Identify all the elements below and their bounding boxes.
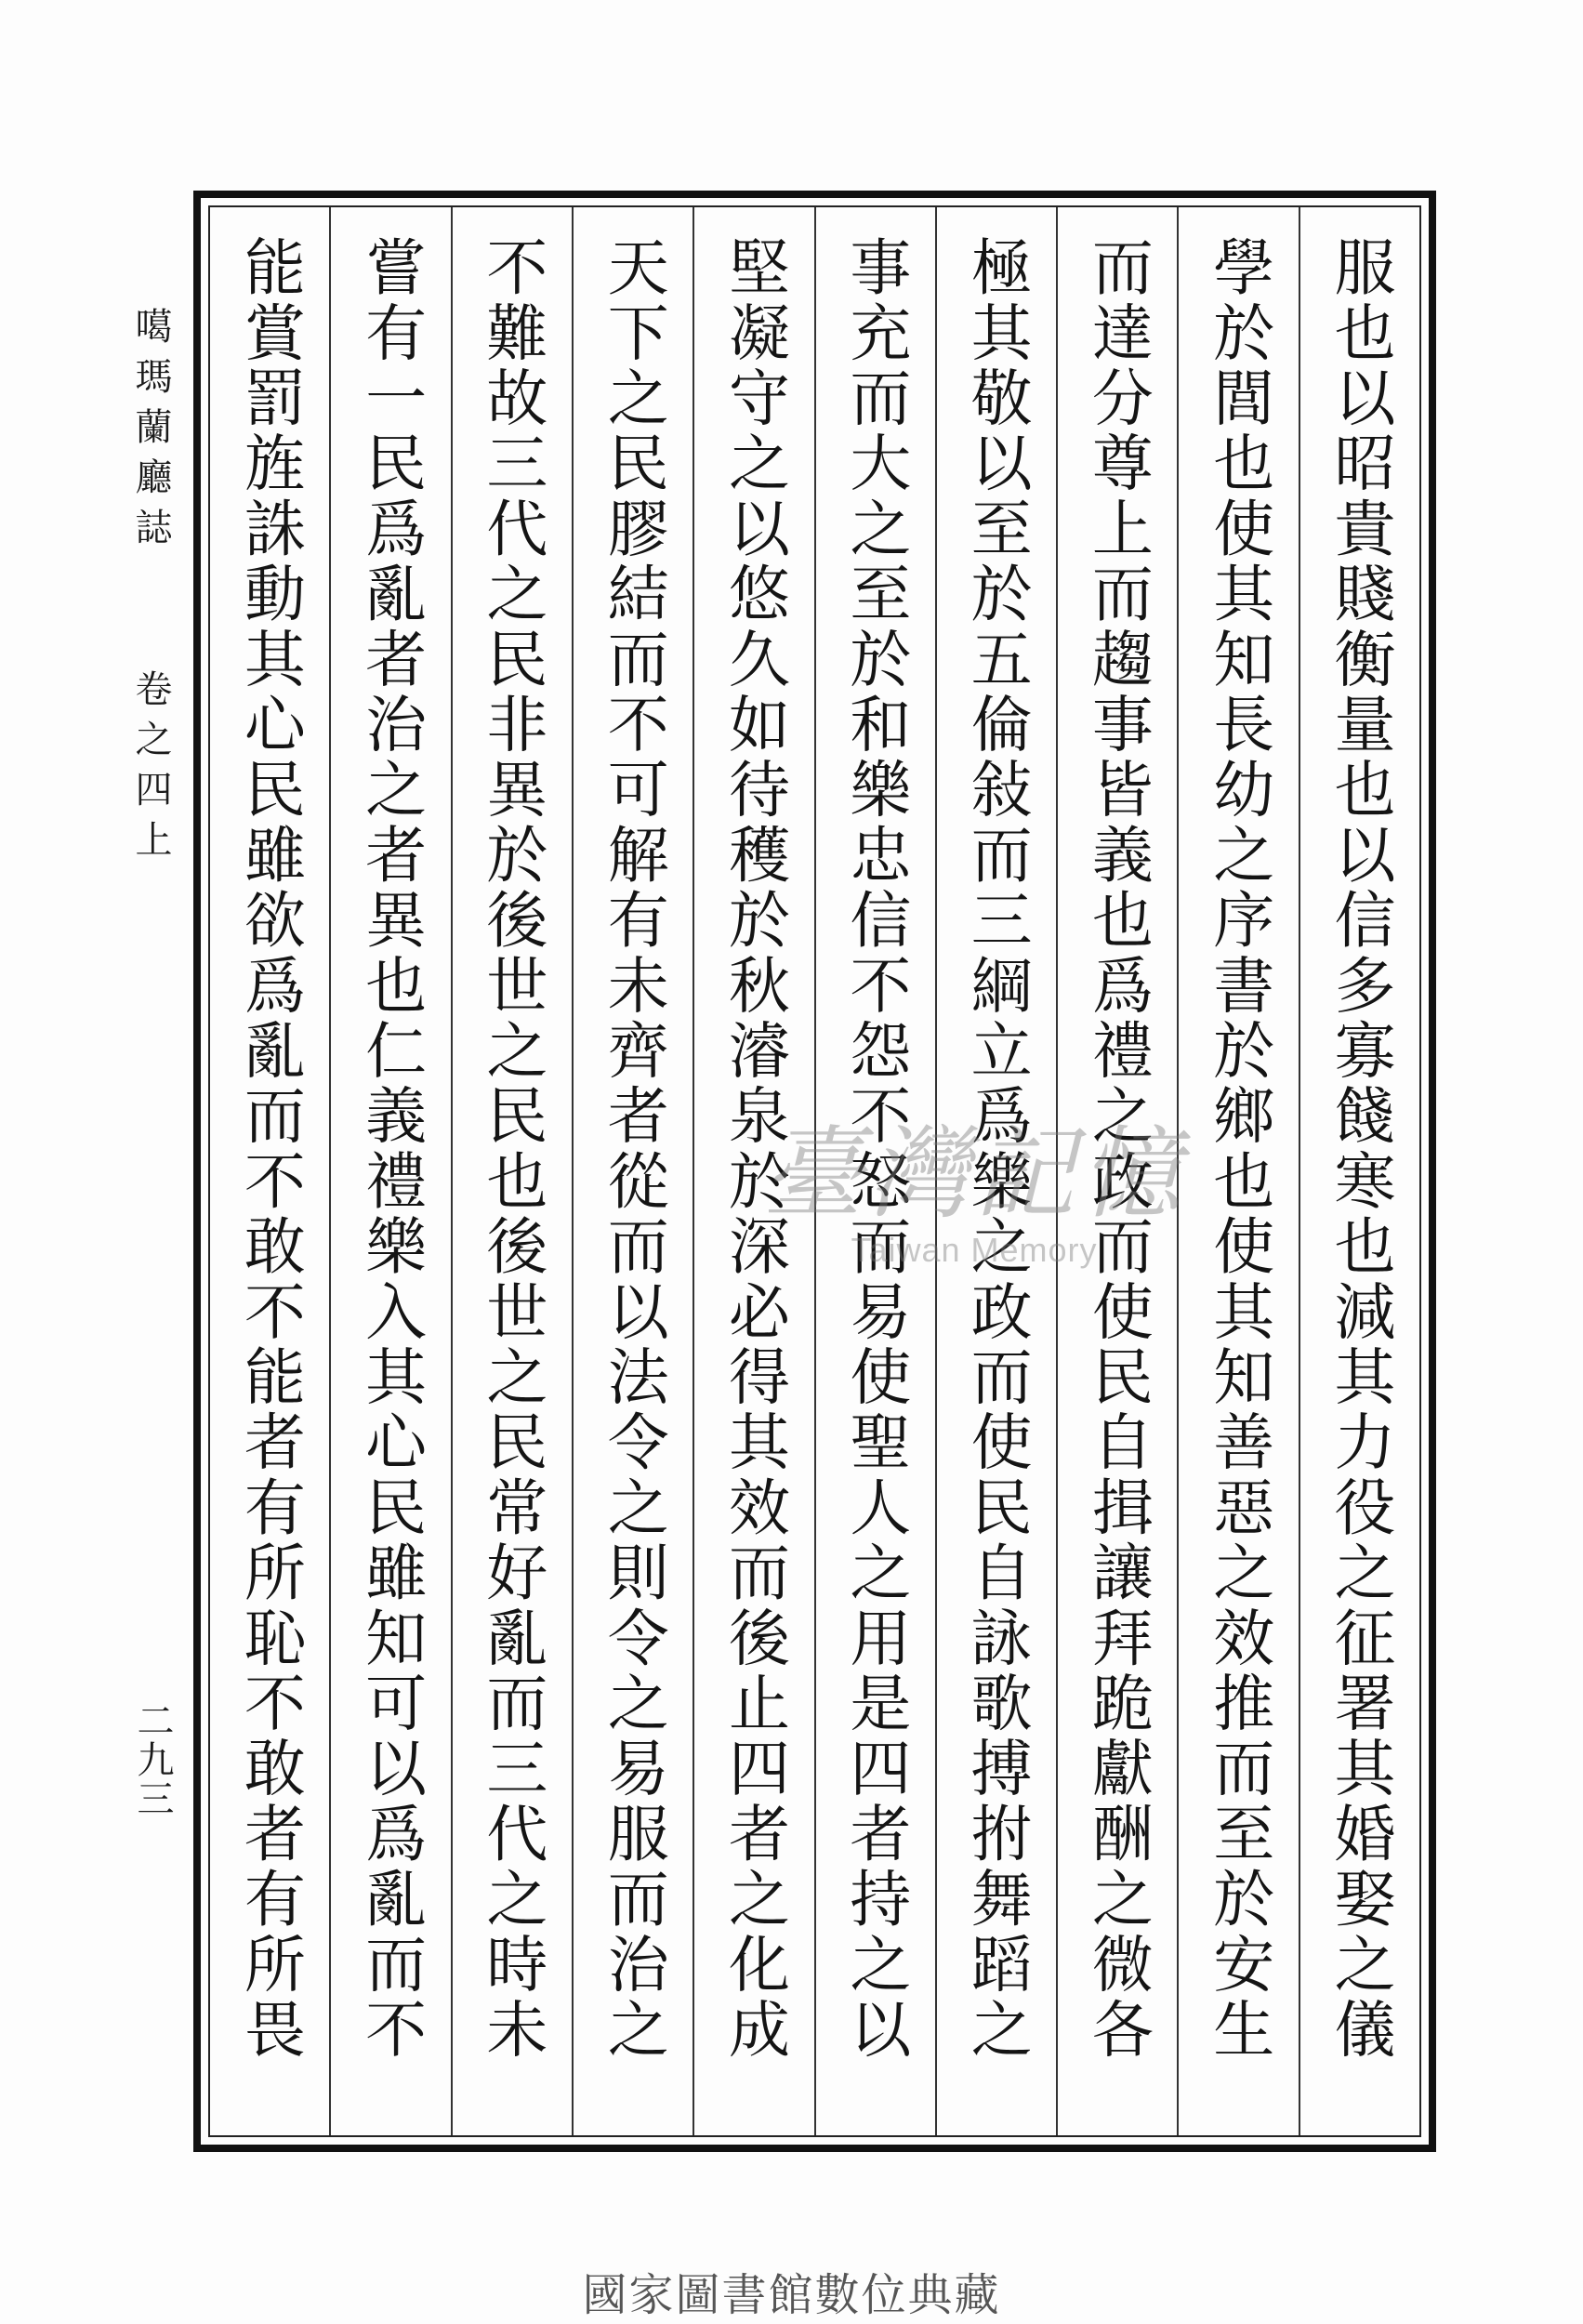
text-column: 不難故三代之民非異於後世之民也後世之民常好亂而三代之時未 bbox=[451, 207, 572, 2135]
text-column: 嘗有一民爲亂者治之者異也仁義禮樂入其心民雖知可以爲亂而不 bbox=[329, 207, 450, 2135]
running-title: 噶瑪蘭廳誌 bbox=[129, 307, 172, 558]
volume-label: 卷之四上 bbox=[129, 669, 172, 870]
text-column: 天下之民膠結而不可解有未齊者從而以法令之則令之易服而治之 bbox=[572, 207, 693, 2135]
text-column: 極其敬以至於五倫敍而三綱立爲樂之政而使民自詠歌搏拊舞蹈之 bbox=[935, 207, 1056, 2135]
text-column: 事充而大之至於和樂忠信不怨不怒而易使聖人之用是四者持之以 bbox=[814, 207, 935, 2135]
text-column: 學於閭也使其知長幼之序書於鄉也使其知善惡之效推而至於安生 bbox=[1177, 207, 1298, 2135]
text-column: 服也以昭貴賤衡量也以信多寡餞寒也減其力役之征署其婚娶之儀 bbox=[1299, 207, 1419, 2135]
text-column: 堅凝守之以悠久如待穫於秋濬泉於深必得其效而後止四者之化成 bbox=[693, 207, 813, 2135]
watermark-sub: Taiwan Memory bbox=[851, 1231, 1098, 1269]
text-column: 而達分尊上而趨事皆義也爲禮之政而使民自揖讓拜跪獻酬之微各 bbox=[1056, 207, 1177, 2135]
text-column: 能賞罰旌誅動其心民雖欲爲亂而不敢不能者有所恥不敢者有所畏 bbox=[233, 235, 306, 2063]
watermark-main: 臺灣記憶 bbox=[762, 1116, 1187, 1233]
page-number: 二九三 bbox=[131, 1701, 174, 1818]
text-columns bbox=[210, 207, 1419, 2135]
footer-credit: 國家圖書館數位典藏 bbox=[582, 2269, 1001, 2321]
